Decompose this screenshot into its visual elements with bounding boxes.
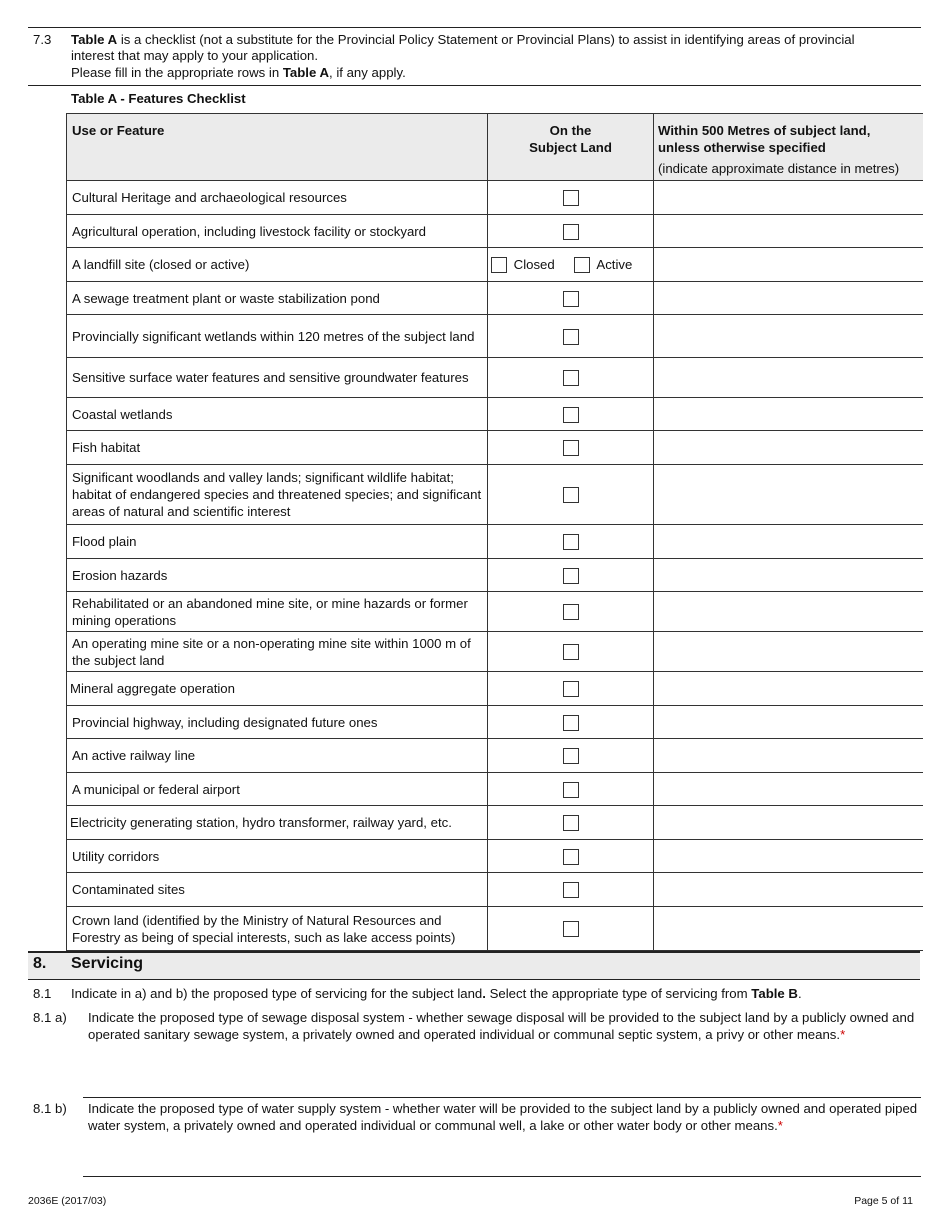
row-label: Erosion hazards	[67, 559, 488, 592]
table-b-ref: Table B	[751, 986, 798, 1001]
table-row	[67, 773, 923, 806]
section-8-1a-text	[88, 1009, 916, 1043]
table-row	[67, 248, 923, 282]
landfill-active-label: Active	[596, 256, 633, 272]
section-8-1a-number: 8.1 a)	[33, 1010, 67, 1025]
table-row	[67, 282, 923, 315]
on-land-checkbox[interactable]	[563, 224, 579, 240]
table-row	[67, 358, 923, 398]
distance-field[interactable]	[654, 248, 923, 282]
distance-field[interactable]	[654, 806, 923, 840]
header-within-line1: Within 500 Metres of subject land,	[658, 123, 871, 138]
on-land-checkbox[interactable]	[563, 815, 579, 831]
on-land-checkbox[interactable]	[563, 190, 579, 206]
s81b-text: Indicate the proposed type of water supply system - whether water will be provided to the subject land by a publicly owned and operated piped water system, a privately owned and operated individual or communal well, a lake or other water body or other means.	[88, 1101, 918, 1133]
row-label: An active railway line	[67, 739, 488, 773]
s81-dot: .	[482, 986, 486, 1001]
table-row	[67, 215, 923, 248]
s81-post: .	[797, 986, 802, 1001]
section-7-3-text3: Please fill in the appropriate rows in	[71, 65, 283, 80]
distance-field[interactable]	[654, 706, 923, 739]
table-row	[67, 592, 923, 632]
table-row	[67, 398, 923, 431]
header-on-subject-land	[488, 114, 654, 181]
on-land-checkbox[interactable]	[563, 644, 579, 660]
row-label: A landfill site (closed or active)	[67, 248, 488, 282]
distance-field[interactable]	[654, 525, 923, 559]
table-row	[67, 465, 923, 525]
section-7-3-line3	[71, 64, 406, 81]
page-number: Page 5 of 11	[854, 1195, 913, 1207]
landfill-options-cell	[488, 248, 654, 282]
caption-rule	[28, 85, 921, 86]
distance-field[interactable]	[654, 773, 923, 806]
row-label: Cultural Heritage and archaeological resources	[67, 181, 488, 215]
on-land-checkbox[interactable]	[563, 329, 579, 345]
table-row	[67, 806, 923, 840]
distance-field[interactable]	[654, 840, 923, 873]
row-label: Crown land (identified by the Ministry of Natural Resources and Forestry as being of special interests, such as lake access points)	[67, 907, 488, 951]
distance-field[interactable]	[654, 739, 923, 773]
form-id: 2036E (2017/03)	[28, 1195, 107, 1207]
section-7-3-line1	[71, 31, 855, 48]
header-on-land-line1: On the	[549, 123, 592, 138]
table-row	[67, 672, 923, 706]
table-a-ref-2: Table A	[282, 65, 330, 80]
table-row	[67, 632, 923, 672]
on-land-checkbox[interactable]	[563, 407, 579, 423]
landfill-closed-label: Closed	[513, 256, 555, 272]
section-8-title: Servicing	[71, 955, 144, 972]
on-land-checkbox[interactable]	[563, 568, 579, 584]
table-row	[67, 181, 923, 215]
section-8-1b-number: 8.1 b)	[33, 1101, 67, 1116]
row-label: Flood plain	[67, 525, 488, 559]
section-7-3-text3-end: , if any apply.	[329, 65, 406, 80]
s81a-text: Indicate the proposed type of sewage disposal system - whether sewage disposal will be provided to the subject land by a publicly owned and operated sanitary sewage system, a privately owned and operated individual or communal septic system, a privy or other means.	[88, 1010, 915, 1042]
distance-field[interactable]	[654, 465, 923, 525]
section-8-1b-text	[88, 1100, 930, 1134]
landfill-closed-checkbox[interactable]	[491, 257, 507, 273]
row-label: Rehabilitated or an abandoned mine site, or mine hazards or former mining operations	[67, 592, 488, 632]
section-8-number: 8.	[33, 955, 47, 972]
water-answer-line[interactable]	[83, 1176, 921, 1177]
header-within-note: (indicate approximate distance in metres)	[658, 161, 900, 176]
row-label: Contaminated sites	[67, 873, 488, 907]
table-a-caption: Table A - Features Checklist	[71, 91, 246, 106]
required-asterisk: *	[777, 1118, 783, 1133]
on-land-checkbox[interactable]	[563, 681, 579, 697]
on-land-checkbox[interactable]	[563, 291, 579, 307]
distance-field[interactable]	[654, 431, 923, 465]
on-land-checkbox[interactable]	[563, 604, 579, 620]
distance-field[interactable]	[654, 672, 923, 706]
distance-field[interactable]	[654, 907, 923, 951]
on-land-checkbox[interactable]	[563, 370, 579, 386]
row-label: Mineral aggregate operation	[67, 672, 488, 706]
s81-pre: Indicate in a) and b) the proposed type of servicing for the subject land	[71, 986, 483, 1001]
on-land-checkbox[interactable]	[563, 487, 579, 503]
table-row	[67, 706, 923, 739]
top-rule	[28, 27, 921, 28]
distance-field[interactable]	[654, 215, 923, 248]
distance-field[interactable]	[654, 559, 923, 592]
row-label: Provincially significant wetlands within 120 metres of the subject land	[67, 315, 488, 358]
table-row	[67, 559, 923, 592]
on-land-checkbox[interactable]	[563, 748, 579, 764]
section-8-1-text	[71, 985, 802, 1002]
row-label: A sewage treatment plant or waste stabilization pond	[67, 282, 488, 315]
section-8-header	[28, 951, 920, 980]
table-row	[67, 431, 923, 465]
row-label: Utility corridors	[67, 840, 488, 873]
section-8-1-number: 8.1	[33, 986, 52, 1001]
distance-field[interactable]	[654, 315, 923, 358]
distance-field[interactable]	[654, 592, 923, 632]
table-header-row	[67, 114, 923, 181]
distance-field[interactable]	[654, 873, 923, 907]
section-7-3-text1: is a checklist (not a substitute for the Provincial Policy Statement or Provincial Plans) to assist in identifying areas of provincial	[117, 32, 855, 47]
landfill-active-checkbox[interactable]	[574, 257, 590, 273]
on-land-checkbox[interactable]	[563, 534, 579, 550]
on-land-checkbox[interactable]	[563, 782, 579, 798]
row-label: Agricultural operation, including livestock facility or stockyard	[67, 215, 488, 248]
on-land-checkbox[interactable]	[563, 882, 579, 898]
distance-field[interactable]	[654, 358, 923, 398]
on-land-checkbox[interactable]	[563, 849, 579, 865]
row-label: Electricity generating station, hydro transformer, railway yard, etc.	[67, 806, 488, 840]
required-asterisk: *	[840, 1027, 846, 1042]
on-land-checkbox[interactable]	[563, 440, 579, 456]
table-a-ref: Table A	[71, 32, 118, 47]
table-row	[67, 739, 923, 773]
distance-field[interactable]	[654, 632, 923, 672]
row-label: Sensitive surface water features and sensitive groundwater features	[67, 358, 488, 398]
table-row	[67, 873, 923, 907]
distance-field[interactable]	[654, 181, 923, 215]
section-7-3-number: 7.3	[33, 32, 52, 47]
row-label: Coastal wetlands	[67, 398, 488, 431]
row-label: Fish habitat	[67, 431, 488, 465]
table-row	[67, 315, 923, 358]
on-land-checkbox[interactable]	[563, 715, 579, 731]
header-within-line2: unless otherwise specified	[658, 140, 826, 155]
features-checklist-table	[66, 113, 923, 951]
table-row	[67, 840, 923, 873]
distance-field[interactable]	[654, 398, 923, 431]
row-label: An operating mine site or a non-operating mine site within 1000 m of the subject land	[67, 632, 488, 672]
row-label: A municipal or federal airport	[67, 773, 488, 806]
header-within-500m	[654, 114, 923, 181]
row-label: Provincial highway, including designated future ones	[67, 706, 488, 739]
distance-field[interactable]	[654, 282, 923, 315]
row-label: Significant woodlands and valley lands; significant wildlife habitat; habitat of endangered species and threatened species; and significant areas of natural and scientific interest	[67, 465, 488, 525]
s81-mid: Select the appropriate type of servicing from	[485, 986, 752, 1001]
on-land-checkbox[interactable]	[563, 921, 579, 937]
table-row	[67, 525, 923, 559]
header-use-or-feature	[67, 114, 488, 181]
section-7-3-line2: interest that may apply to your application.	[71, 48, 319, 63]
header-feature-label: Use or Feature	[72, 123, 165, 138]
header-on-land-line2: Subject Land	[529, 140, 612, 155]
sewage-answer-line[interactable]	[83, 1097, 921, 1098]
table-row	[67, 907, 923, 951]
